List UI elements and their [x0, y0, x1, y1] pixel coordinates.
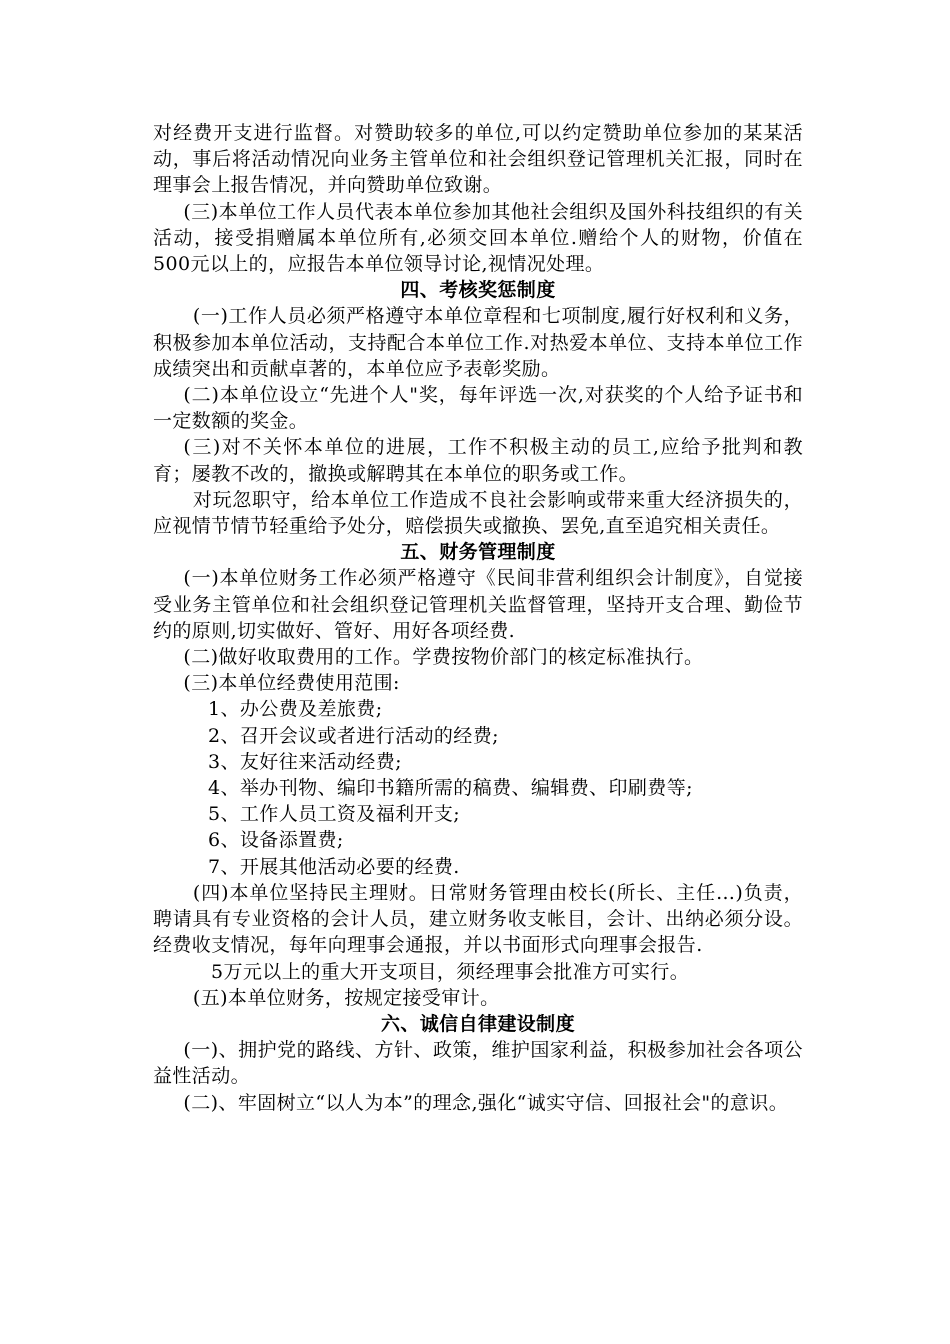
paragraph-4-2: (二)本单位设立“先进个人"奖，每年评选一次,对获奖的个人给予证书和一定数额的奖金。: [153, 384, 803, 433]
list-item: 2、召开会议或者进行活动的经费;: [208, 724, 499, 747]
list-item: 6、设备添置费;: [208, 829, 344, 852]
paragraph-3: (三)本单位工作人员代表本单位参加其他社会组织及国外科技组织的有关活动，接受捐赠属本单位所有,必须交回本单位.赠给个人的财物，价值在500元以上的，应报告本单位领导讨论,视情况处理。: [153, 200, 803, 276]
list-item: 5、工作人员工资及福利开支;: [208, 803, 461, 826]
paragraph-6-2: (二)、牢固树立“以人为本”的理念,强化“诚实守信、回报社会"的意识。: [183, 1091, 789, 1114]
paragraph-intro: 对经费开支进行监督。对赞助较多的单位,可以约定赞助单位参加的某某活动，事后将活动情况向业务主管单位和社会组织登记管理机关汇报，同时在理事会上报告情况，并向赞助单位致谢。: [153, 122, 803, 197]
paragraph-5-4: (四)本单位坚持民主理财。日常财务管理由校长(所长、主任…)负责，聘请具有专业资格的会计人员，建立财务收支帐目，会计、出纳必须分设。经费收支情况，每年向理事会通报，并以书面形式向理事会报告.: [153, 881, 803, 957]
section-heading-5: 五、财务管理制度: [400, 541, 556, 564]
document-page: [153, 120, 803, 1116]
paragraph-5-5: 5万元以上的重大开支项目，须经理事会批准方可实行。: [211, 960, 690, 983]
paragraph-5-2: (二)做好收取费用的工作。学费按物价部门的核定标准执行。: [183, 646, 704, 669]
list-item: 7、开展其他活动必要的经费.: [208, 855, 460, 878]
paragraph-4-4: 对玩忽职守，给本单位工作造成不良社会影响或带来重大经济损失的，应视情节情节轻重给予处分，赔偿损失或撤换、罢免,直至追究相关责任。: [153, 488, 803, 538]
paragraph-6-1: (一)、拥护党的路线、方针、政策，维护国家利益，积极参加社会各项公益性活动。: [153, 1039, 803, 1088]
list-item: 3、友好往来活动经费;: [208, 750, 402, 773]
paragraph-5-6: (五)本单位财务，按规定接受审计。: [192, 986, 500, 1009]
list-item: 4、举办刊物、编印书籍所需的稿费、编辑费、印刷费等;: [208, 777, 693, 800]
list-item: 1、办公费及差旅费;: [208, 698, 383, 721]
paragraph-5-1: (一)本单位财务工作必须严格遵守《民间非营利组织会计制度》，自觉接受业务主管单位和社会组织登记管理机关监督管理，坚持开支合理、勤俭节约的原则,切实做好、管好、用好各项经费.: [153, 567, 803, 642]
section-heading-6: 六、诚信自律建设制度: [380, 1012, 575, 1035]
paragraph-4-1: (一)工作人员必须严格遵守本单位章程和七项制度,履行好权利和义务，积极参加本单位活动，支持配合本单位工作.对热爱本单位、支持本单位工作成绩突出和贡献卓著的，本单位应予表彰奖励。: [153, 305, 803, 380]
paragraph-4-3: (三)对不关怀本单位的进展，工作不积极主动的员工,应给予批判和教育；屡教不改的，撤换或解聘其在本单位的职务或工作。: [153, 436, 803, 485]
section-heading-4: 四、考核奖惩制度: [400, 279, 556, 302]
paragraph-5-3: (三)本单位经费使用范围:: [183, 672, 400, 695]
